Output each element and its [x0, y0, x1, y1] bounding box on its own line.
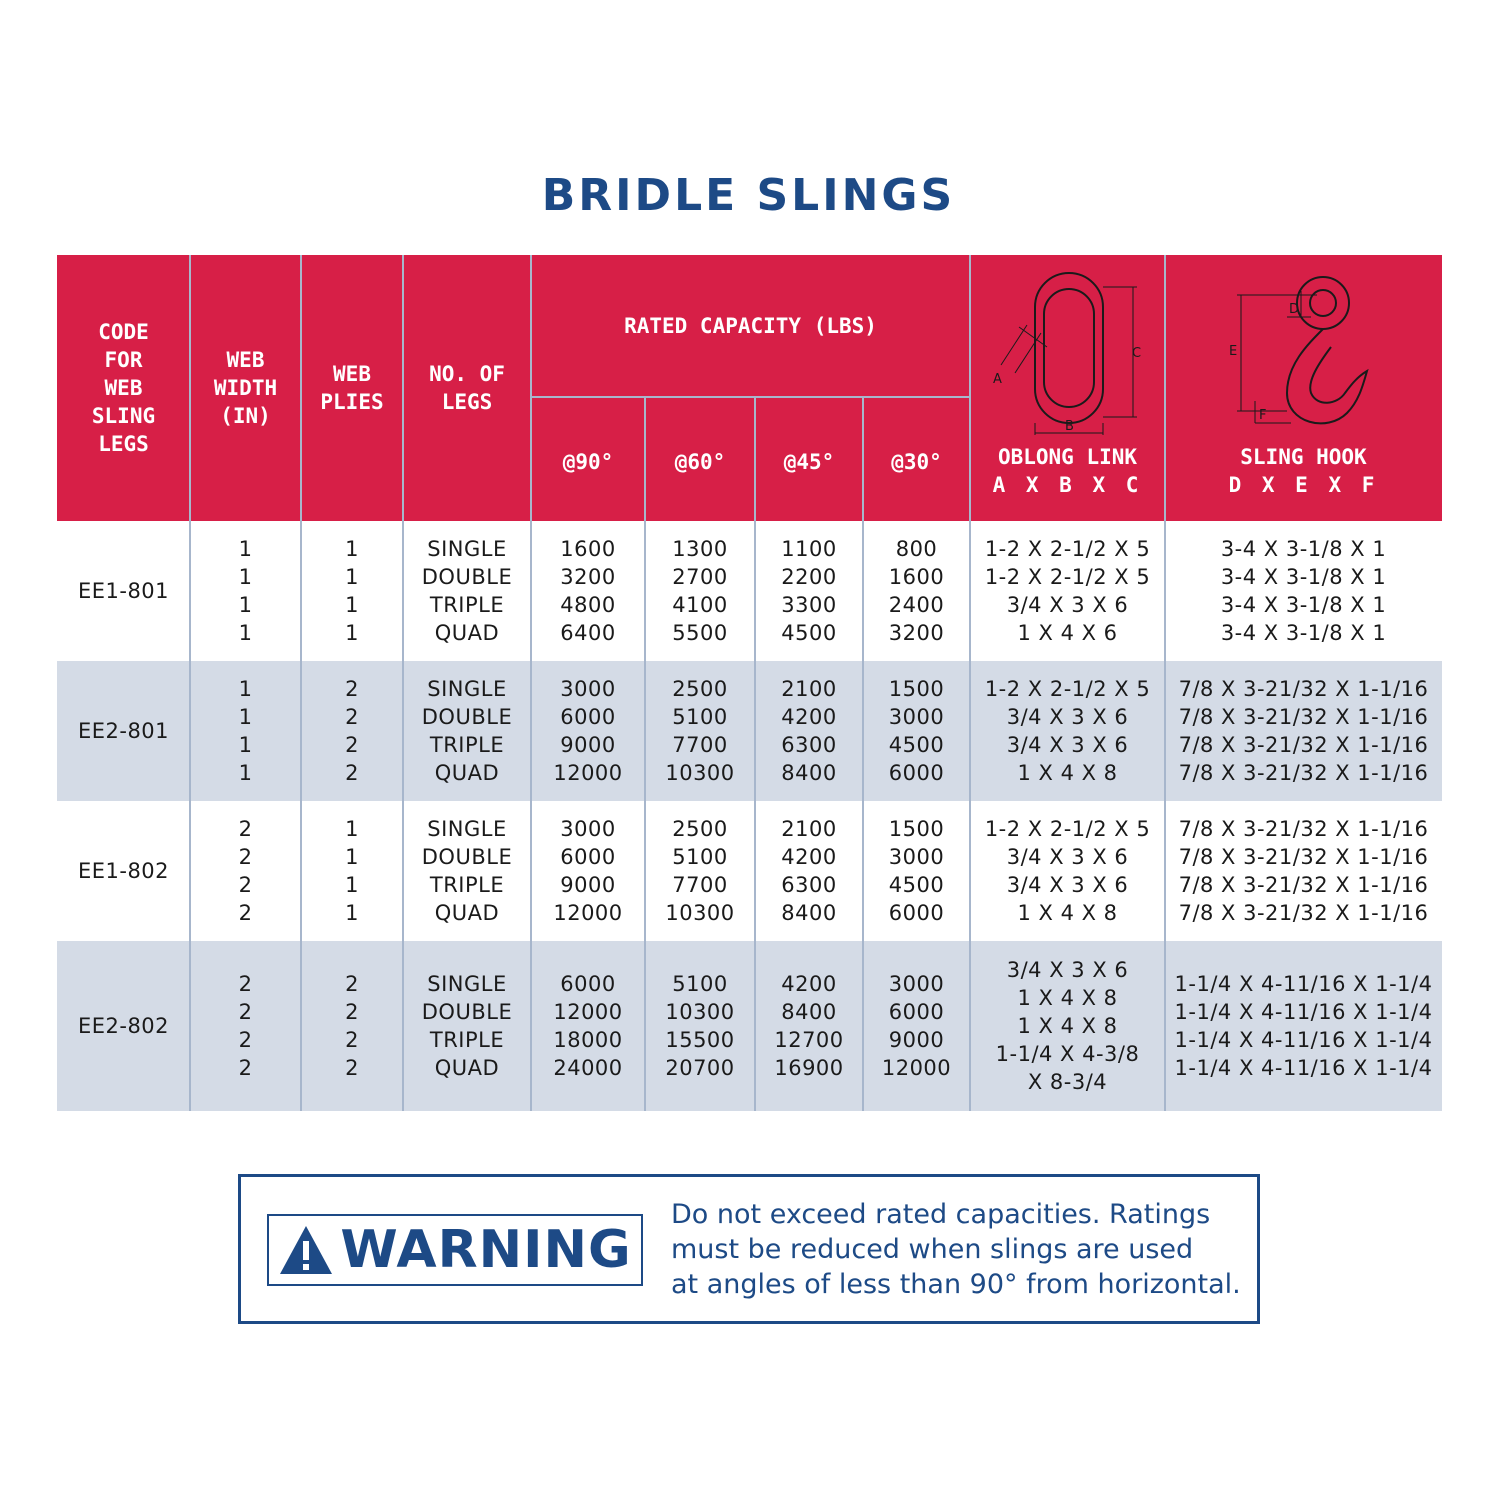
cell-line: 12000 [553, 761, 623, 785]
cell-line: TRIPLE [429, 873, 505, 897]
cell-line: 24000 [553, 1056, 623, 1080]
cell-line: 7/8 X 3-21/32 X 1-1/16 [1178, 677, 1429, 701]
header-line: CODE [98, 320, 149, 344]
web-width-cell [190, 661, 301, 801]
code-cell [57, 801, 190, 941]
cell-line: 10300 [665, 901, 735, 925]
cell-line: 1-1/4 X 4-11/16 X 1-1/4 [1174, 972, 1433, 996]
cell-line: 7/8 X 3-21/32 X 1-1/16 [1178, 873, 1429, 897]
oblong-link-icon [987, 267, 1157, 437]
cell-line: 6300 [781, 873, 837, 897]
cell-line: 10300 [665, 761, 735, 785]
divider [530, 255, 532, 1111]
cell-line: 1 [345, 901, 359, 925]
cell-line: 3/4 X 3 X 6 [1006, 873, 1129, 897]
cell-line: 7/8 X 3-21/32 X 1-1/16 [1178, 845, 1429, 869]
cell-line: 2 [345, 1000, 359, 1024]
cell-line: 1600 [560, 537, 616, 561]
capacity-45-cell [755, 521, 863, 661]
cell-line: 2 [345, 733, 359, 757]
cell-line: 2 [238, 873, 253, 897]
cell-line: 1 [345, 873, 359, 897]
cell-line: 1 [345, 817, 359, 841]
legs-cell [403, 941, 531, 1111]
capacity-45-cell [755, 801, 863, 941]
capacity-60-cell [645, 661, 755, 801]
header-web-plies [301, 255, 403, 521]
cell-line: EE2-802 [77, 1014, 170, 1038]
cell-line: 2 [238, 1000, 253, 1024]
capacity-30-cell [863, 801, 970, 941]
cell-line: TRIPLE [429, 593, 505, 617]
cell-line: 4800 [560, 593, 616, 617]
cell-line: 2 [238, 972, 253, 996]
cell-line: 5100 [672, 845, 728, 869]
cell-line: 1 X 4 X 8 [1017, 1014, 1118, 1038]
cell-line: 6000 [560, 845, 616, 869]
cell-line: 3000 [888, 845, 945, 869]
sling-hook-cell [1165, 661, 1442, 801]
capacity-90-cell [531, 521, 645, 661]
cell-line: 9000 [888, 1028, 945, 1052]
cell-line: 8400 [781, 761, 837, 785]
cell-line: 4500 [888, 873, 945, 897]
cell-line: 1 [345, 565, 359, 589]
capacity-30-cell [863, 941, 970, 1111]
header-line: FOR [104, 348, 143, 372]
cell-line: 2 [345, 972, 359, 996]
cell-line: X 8-3/4 [1027, 1070, 1108, 1094]
divider [754, 397, 756, 1111]
cell-line: QUAD [434, 761, 500, 785]
cell-line: 1 [238, 537, 253, 561]
cell-line: 1 [238, 705, 253, 729]
capacity-30-cell [863, 521, 970, 661]
header-line: WEB [104, 376, 143, 400]
header-line: PLIES [320, 390, 384, 414]
cell-line: 1500 [888, 817, 945, 841]
capacity-60-cell [645, 521, 755, 661]
cell-line: 3/4 X 3 X 6 [1006, 733, 1129, 757]
capacity-90-cell [531, 661, 645, 801]
cell-line: 7/8 X 3-21/32 X 1-1/16 [1178, 817, 1429, 841]
cell-line: QUAD [434, 901, 500, 925]
capacity-90-cell [531, 801, 645, 941]
cell-line: 1600 [888, 565, 945, 589]
cell-line: 8400 [781, 1000, 837, 1024]
cell-line: 2500 [672, 677, 728, 701]
cell-line: SINGLE [427, 972, 507, 996]
svg-text:D: D [1289, 302, 1300, 317]
cell-line: 12000 [553, 1000, 623, 1024]
cell-line: 2 [345, 761, 359, 785]
web-plies-cell [301, 661, 403, 801]
cell-line: 6000 [560, 972, 616, 996]
cell-line: 3000 [888, 972, 945, 996]
oblong-link-cell [970, 661, 1165, 801]
warning-text: Do not exceed rated capacities. Ratings must be reduced when slings are used at angles of less than 90° from horizontal. [671, 1199, 1241, 1300]
web-plies-cell [301, 521, 403, 661]
cell-line: 12700 [774, 1028, 844, 1052]
cell-line: 2200 [781, 565, 837, 589]
cell-line: 2 [345, 1028, 359, 1052]
cell-line: 2 [238, 817, 253, 841]
cell-line: 4200 [781, 845, 837, 869]
cell-line: 7/8 X 3-21/32 X 1-1/16 [1178, 733, 1429, 757]
cell-line: 3000 [560, 817, 616, 841]
cell-line: 7/8 X 3-21/32 X 1-1/16 [1178, 761, 1429, 785]
cell-line: 1 [238, 565, 253, 589]
cell-line: 5100 [672, 972, 728, 996]
divider [531, 396, 970, 398]
cell-line: 1500 [888, 677, 945, 701]
cell-line: 4500 [781, 621, 837, 645]
web-plies-cell [301, 801, 403, 941]
divider [189, 255, 191, 1111]
web-plies-cell [301, 941, 403, 1111]
warning-word: WARNING [340, 1220, 632, 1280]
legs-cell [403, 801, 531, 941]
header-line: (IN) [220, 404, 271, 428]
divider [969, 255, 971, 1111]
cell-line: SINGLE [427, 817, 507, 841]
web-width-cell [190, 801, 301, 941]
capacity-90-cell [531, 941, 645, 1111]
divider [644, 397, 646, 1111]
cell-line: 1-2 X 2-1/2 X 5 [984, 677, 1151, 701]
warning-label [267, 1214, 643, 1286]
capacity-60-cell [645, 801, 755, 941]
cell-line: 1100 [781, 537, 837, 561]
table-row [57, 661, 1442, 801]
cell-line: 2 [238, 845, 253, 869]
cell-line: 1 [238, 733, 253, 757]
cell-line: 7/8 X 3-21/32 X 1-1/16 [1178, 901, 1429, 925]
cell-line: 8400 [781, 901, 837, 925]
header-angle-60: @60° [645, 397, 755, 521]
cell-line: 6300 [781, 733, 837, 757]
cell-line: 2100 [781, 817, 837, 841]
cell-line: 1-1/4 X 4-11/16 X 1-1/4 [1174, 1000, 1433, 1024]
oblong-link-cell [970, 521, 1165, 661]
cell-line: 4500 [888, 733, 945, 757]
cell-line: 6000 [888, 901, 945, 925]
web-width-cell [190, 941, 301, 1111]
code-cell [57, 941, 190, 1111]
header-line: WEB [226, 348, 265, 372]
sling-hook-cell [1165, 941, 1442, 1111]
cell-line: 1300 [672, 537, 728, 561]
cell-line: 1 [345, 593, 359, 617]
code-cell [57, 661, 190, 801]
cell-line: 4200 [781, 705, 837, 729]
cell-line: 6000 [888, 1000, 945, 1024]
code-cell [57, 521, 190, 661]
sling-hook-icon [1227, 273, 1387, 433]
cell-line: 4200 [781, 972, 837, 996]
cell-line: SINGLE [427, 677, 507, 701]
cell-line: TRIPLE [429, 733, 505, 757]
divider [1164, 255, 1166, 1111]
cell-line: 5100 [672, 705, 728, 729]
table-row [57, 801, 1442, 941]
cell-line: 10300 [665, 1000, 735, 1024]
svg-text:A: A [993, 372, 1002, 387]
cell-line: 18000 [553, 1028, 623, 1052]
cell-line: 2400 [888, 593, 945, 617]
cell-line: 4100 [672, 593, 728, 617]
cell-line: 2 [238, 1056, 253, 1080]
header-line: NO. OF [429, 362, 505, 386]
warning-box [238, 1174, 1260, 1324]
cell-line: 2 [345, 705, 359, 729]
cell-line: TRIPLE [429, 1028, 505, 1052]
cell-line: 2100 [781, 677, 837, 701]
sling-hook-cell [1165, 801, 1442, 941]
capacity-45-cell [755, 941, 863, 1111]
cell-line: 2700 [672, 565, 728, 589]
divider [862, 397, 864, 1111]
divider [300, 255, 302, 1111]
svg-text:F: F [1259, 408, 1267, 423]
cell-line: 1 [345, 845, 359, 869]
cell-line: 1 [345, 537, 359, 561]
capacity-30-cell [863, 661, 970, 801]
cell-line: DOUBLE [421, 1000, 513, 1024]
header-line: WEB [333, 362, 371, 386]
cell-line: 3/4 X 3 X 6 [1006, 593, 1129, 617]
cell-line: 3300 [781, 593, 837, 617]
cell-line: 3-4 X 3-1/8 X 1 [1220, 537, 1387, 561]
cell-line: 1-1/4 X 4-11/16 X 1-1/4 [1174, 1056, 1433, 1080]
cell-line: 2 [345, 1056, 359, 1080]
cell-line: 1 [238, 761, 253, 785]
cell-line: 5500 [672, 621, 728, 645]
oblong-link-cell [970, 941, 1165, 1111]
cell-line: 3/4 X 3 X 6 [1006, 958, 1129, 982]
header-line: WIDTH [213, 376, 278, 400]
cell-line: 1 X 4 X 8 [1017, 901, 1118, 925]
cell-line: 3200 [560, 565, 616, 589]
cell-line: 3/4 X 3 X 6 [1006, 845, 1129, 869]
header-angle-45: @45° [755, 397, 863, 521]
header-line: SLING [91, 404, 156, 428]
cell-line: 3-4 X 3-1/8 X 1 [1220, 621, 1387, 645]
svg-text:B: B [1065, 419, 1074, 434]
header-oblong-link: OBLONG LINK A X B X C [970, 255, 1165, 521]
header-angle-30: @30° [863, 397, 970, 521]
cell-line: 2 [345, 677, 359, 701]
cell-line: 1 [238, 677, 253, 701]
legs-cell [403, 521, 531, 661]
header-angle-90: @90° [531, 397, 645, 521]
cell-line: 9000 [560, 873, 616, 897]
header-no-of-legs [403, 255, 531, 521]
cell-line: 1-2 X 2-1/2 X 5 [984, 817, 1151, 841]
cell-line: 2 [238, 1028, 253, 1052]
page-title: BRIDLE SLINGS [541, 170, 956, 221]
cell-line: 15500 [665, 1028, 735, 1052]
warning-triangle-icon [278, 1224, 334, 1276]
cell-line: QUAD [434, 1056, 500, 1080]
cell-line: 1-1/4 X 4-3/8 [995, 1042, 1140, 1066]
cell-line: 1 X 4 X 8 [1017, 986, 1118, 1010]
legs-cell [403, 661, 531, 801]
cell-line: 7700 [672, 733, 728, 757]
header-code [57, 255, 190, 521]
cell-line: DOUBLE [421, 565, 513, 589]
cell-line: 1-2 X 2-1/2 X 5 [984, 565, 1151, 589]
cell-line: EE1-801 [77, 579, 170, 603]
capacity-60-cell [645, 941, 755, 1111]
cell-line: 1 X 4 X 6 [1017, 621, 1118, 645]
cell-line: 3000 [888, 705, 945, 729]
bridle-slings-table [57, 255, 1442, 1111]
cell-line: 9000 [560, 733, 616, 757]
cell-line: 800 [895, 537, 938, 561]
table-row [57, 941, 1442, 1111]
cell-line: 12000 [881, 1056, 952, 1080]
cell-line: 6000 [888, 761, 945, 785]
cell-line: EE2-801 [77, 719, 170, 743]
cell-line: 1-2 X 2-1/2 X 5 [984, 537, 1151, 561]
cell-line: 6400 [560, 621, 616, 645]
cell-line: 3000 [560, 677, 616, 701]
oblong-link-cell [970, 801, 1165, 941]
cell-line: 1 [238, 621, 253, 645]
cell-line: 1 [345, 621, 359, 645]
cell-line: 3/4 X 3 X 6 [1006, 705, 1129, 729]
table-row [57, 521, 1442, 661]
cell-line: 12000 [553, 901, 623, 925]
cell-line: 2500 [672, 817, 728, 841]
header-web-width [190, 255, 301, 521]
cell-line: 3-4 X 3-1/8 X 1 [1220, 565, 1387, 589]
cell-line: SINGLE [427, 537, 507, 561]
cell-line: 1-1/4 X 4-11/16 X 1-1/4 [1174, 1028, 1433, 1052]
web-width-cell [190, 521, 301, 661]
cell-line: 3200 [888, 621, 945, 645]
header-line: LEGS [441, 390, 493, 414]
header-rated-capacity: RATED CAPACITY (LBS) [531, 255, 970, 397]
sling-hook-cell [1165, 521, 1442, 661]
cell-line: 16900 [774, 1056, 844, 1080]
cell-line: 1 X 4 X 8 [1017, 761, 1118, 785]
cell-line: 3-4 X 3-1/8 X 1 [1220, 593, 1387, 617]
divider [402, 255, 404, 1111]
header-line: LEGS [98, 432, 149, 456]
svg-text:C: C [1132, 346, 1142, 361]
cell-line: DOUBLE [421, 845, 513, 869]
cell-line: DOUBLE [421, 705, 513, 729]
capacity-45-cell [755, 661, 863, 801]
cell-line: 7/8 X 3-21/32 X 1-1/16 [1178, 705, 1429, 729]
cell-line: 20700 [665, 1056, 735, 1080]
cell-line: 7700 [672, 873, 728, 897]
cell-line: 6000 [560, 705, 616, 729]
cell-line: 1 [238, 593, 253, 617]
cell-line: EE1-802 [77, 859, 170, 883]
svg-text:E: E [1229, 344, 1238, 359]
cell-line: QUAD [434, 621, 500, 645]
cell-line: 2 [238, 901, 253, 925]
header-sling-hook: SLING HOOK D X E X F [1165, 255, 1442, 521]
